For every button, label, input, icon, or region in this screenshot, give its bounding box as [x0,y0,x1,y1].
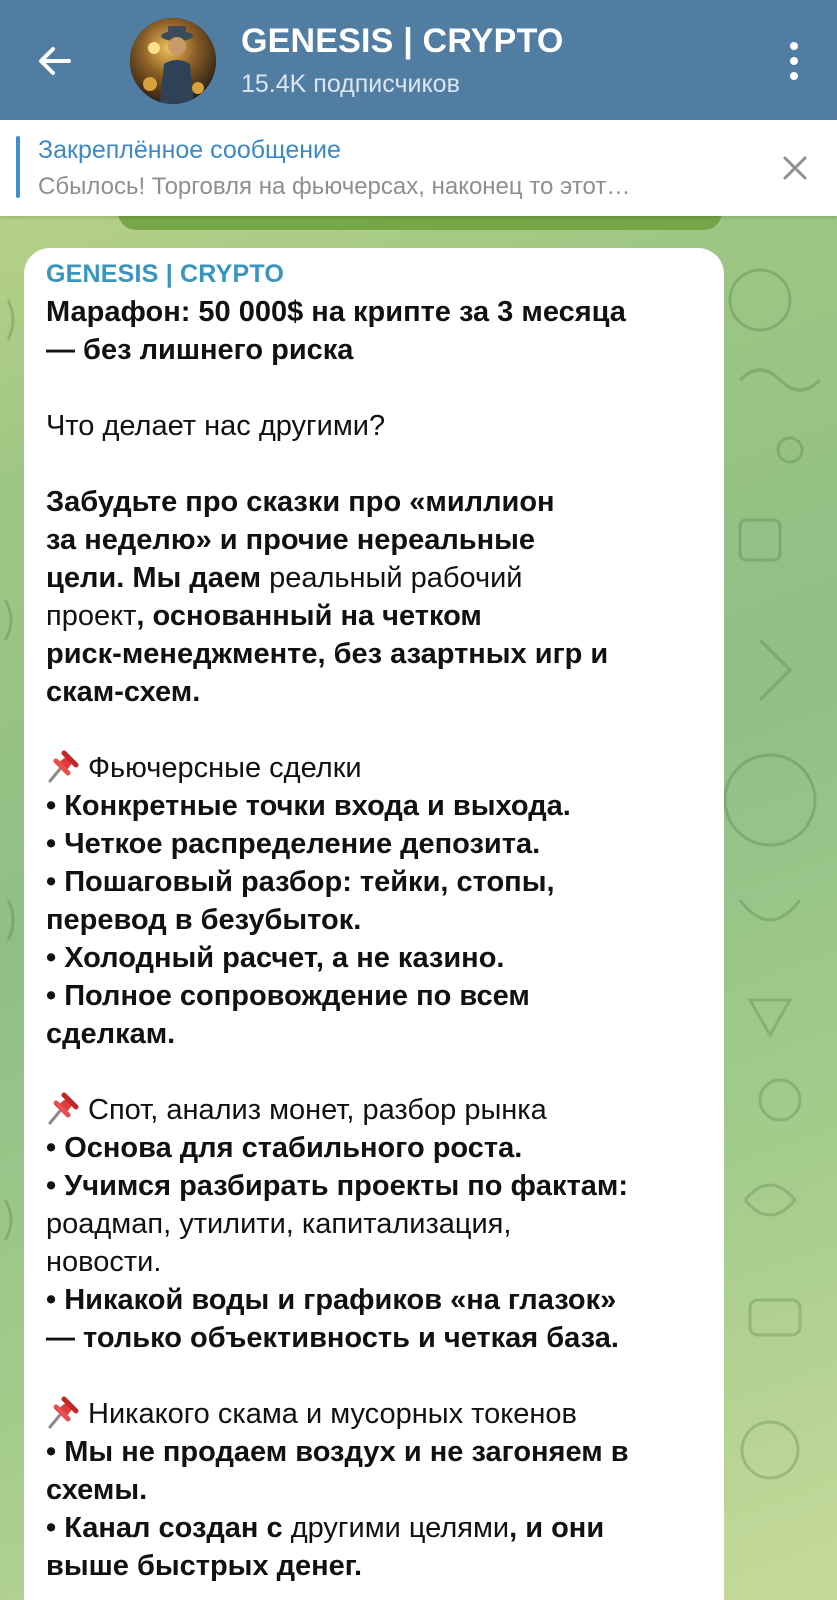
pushpin-icon [46,1395,80,1429]
paragraph-line: проект [46,600,137,632]
arrow-left-icon [35,41,75,81]
avatar-image [130,18,216,104]
section-title: Фьючерсные сделки [88,752,362,784]
question-line: Что делает нас другими? [46,410,386,442]
bullet-item: • Никакой воды и графиков «на глазок» [46,1284,617,1316]
bullet-item: • Четкое распределение депозита. [46,828,541,860]
bullet-item: перевод в безубыток. [46,904,362,936]
message-author[interactable]: GENESIS | CRYPTO [46,260,285,288]
close-pinned-button[interactable] [775,148,815,188]
channel-avatar[interactable] [130,18,216,104]
bullet-item: новости. [46,1246,162,1278]
bullet-item: схемы. [46,1474,148,1506]
chat-header [0,0,837,120]
pinned-title: Закреплённое сообщение [38,136,341,164]
pushpin-icon [46,1091,80,1125]
section-title: Никакого скама и мусорных токенов [88,1398,577,1430]
pinned-message-bar[interactable] [0,120,837,216]
bullet-item: • Учимся разбирать проекты по фактам: [46,1170,629,1202]
more-menu-button[interactable] [779,36,809,86]
headline-line-2: — без лишнего риска [46,334,354,366]
bullet-item: другими целями [290,1512,510,1544]
bullet-item: • Конкретные точки входа и выхода. [46,790,571,822]
back-button[interactable] [28,34,82,88]
message-bubble[interactable] [24,248,724,1600]
bullet-item: • Основа для стабильного роста. [46,1132,523,1164]
section-title: Спот, анализ монет, разбор рынка [88,1094,547,1126]
more-vertical-icon [790,42,798,50]
pinned-indicator [16,136,20,198]
bullet-item: — только объективность и четкая база. [46,1322,619,1354]
bullet-item: выше быстрых денег. [46,1550,363,1582]
bullet-item: , и они [509,1512,605,1544]
bullet-item: • Холодный расчет, а не казино. [46,942,505,974]
paragraph-line: скам-схем. [46,676,201,708]
bullet-item: • Мы не продаем воздух и не загоняем в [46,1436,629,1468]
paragraph-line: за неделю» и прочие нереальные [46,524,536,556]
pushpin-icon [46,749,80,783]
message-text [46,293,702,1585]
paragraph-line: Забудьте про сказки про «миллион [46,486,555,518]
subscriber-count: 15.4K подписчиков [241,70,460,98]
paragraph-line: , основанный на четком [136,600,482,632]
bullet-item: • Полное сопровождение по всем [46,980,530,1012]
bullet-item: роадмап, утилити, капитализация, [46,1208,512,1240]
bullet-item: • Пошаговый разбор: тейки, стопы, [46,866,555,898]
bullet-item: • Канал создан с [46,1512,291,1544]
channel-title[interactable]: GENESIS | CRYPTO [241,22,564,60]
pinned-preview-text: Сбылось! Торговля на фьючерсах, наконец то этот… [38,173,631,200]
paragraph-line: цели. Мы даем [46,562,270,594]
paragraph-line: риск-менеджменте, без азартных игр и [46,638,609,670]
close-icon [781,154,809,182]
bullet-item: сделкам. [46,1018,176,1050]
paragraph-line: реальный рабочий [269,562,523,594]
headline-line-1: Марафон: 50 000$ на крипте за 3 месяца [46,296,626,328]
